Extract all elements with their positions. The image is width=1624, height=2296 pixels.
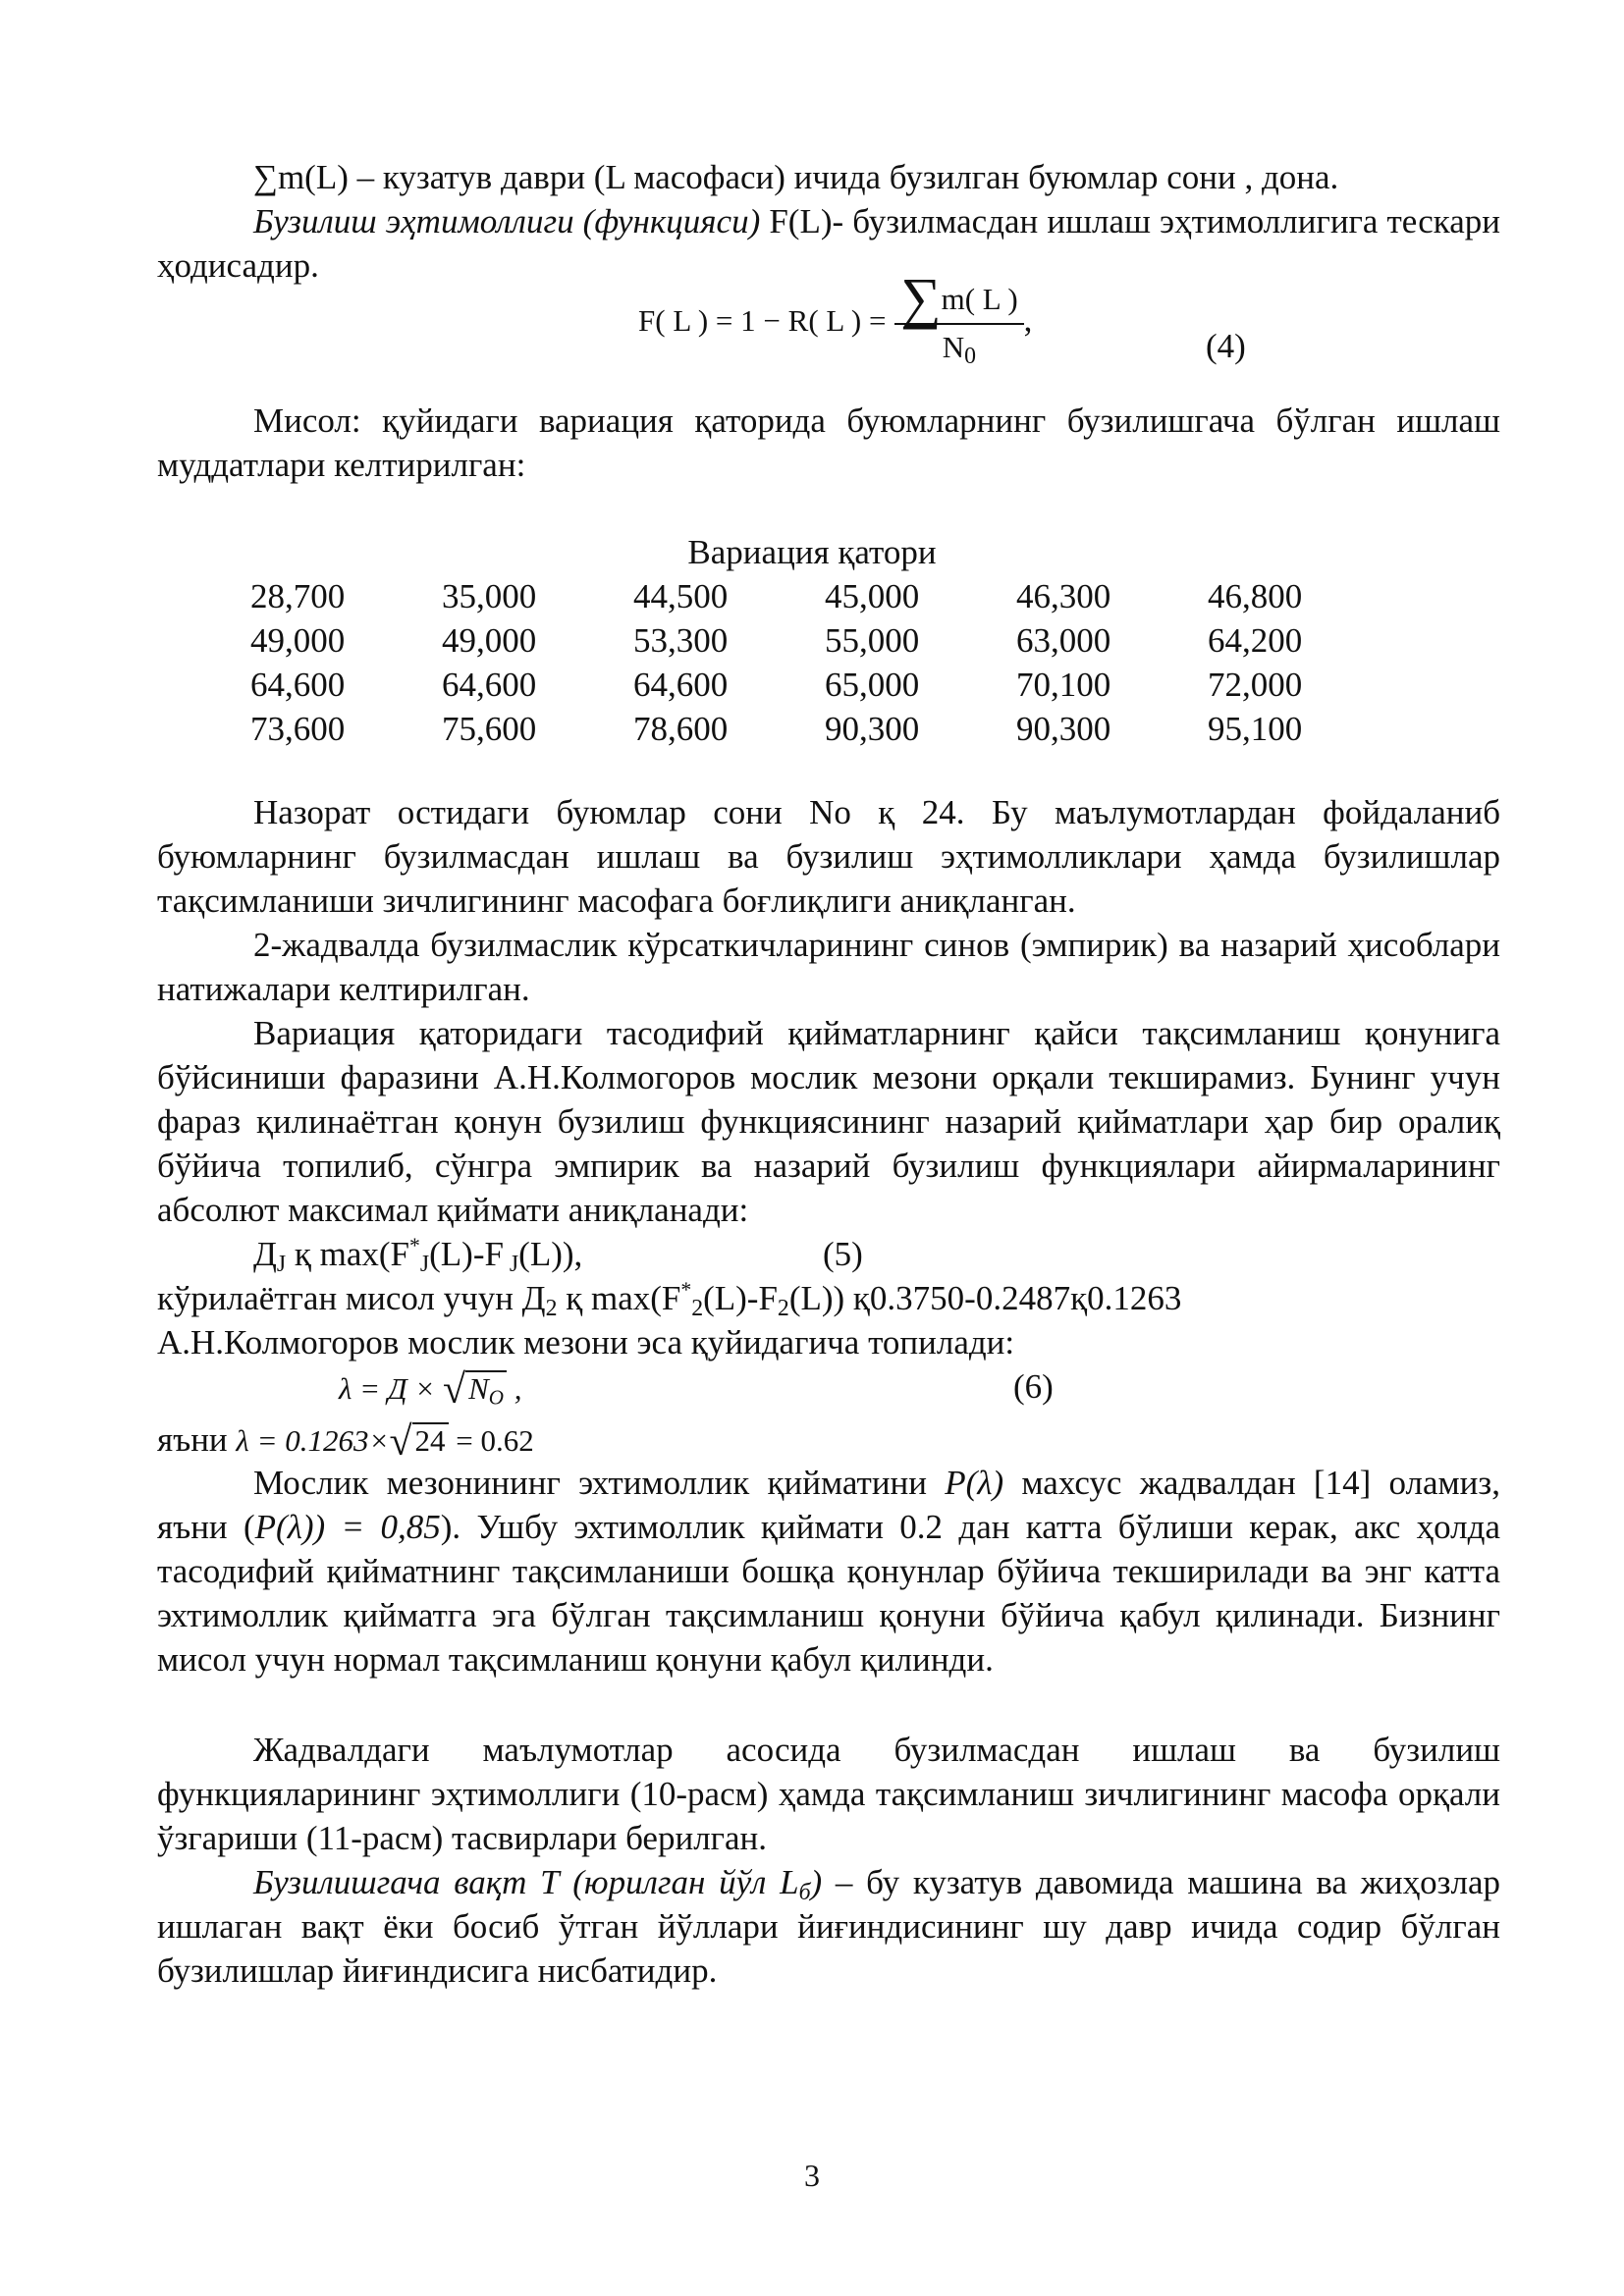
table-cell: 46,300 — [1016, 577, 1111, 615]
example-calculation-line: кўрилаётган мисол учун $Д_2$ қ $\max(F^*_2(L)-F_2(L))$ қ0.3750-0.2487қ0.1263 — [157, 1277, 1182, 1321]
table-cell: 45,000 — [825, 577, 920, 615]
table-cell: 78,600 — [633, 710, 729, 748]
formula-4-fraction: $\frac{\sum m( L )}{N_0}$ — [894, 277, 1023, 369]
formula-4-number: (4) — [1206, 327, 1246, 365]
table-cell: 90,300 — [1016, 710, 1111, 748]
table-cell: 90,300 — [825, 710, 920, 748]
table-cell: 95,100 — [1208, 710, 1303, 748]
table-cell: 64,600 — [250, 666, 346, 704]
table-cell: 64,600 — [633, 666, 729, 704]
sum-definition-line: ∑m(L) – кузатув даври (L масофаси) ичида бузилган буюмлар сони , дона. — [253, 158, 1339, 196]
table-cell: 46,800 — [1208, 577, 1303, 615]
table-row — [0, 618, 1624, 663]
table-cell: 44,500 — [633, 577, 729, 615]
lambda-calculation-line: яъни λ = 0.1263×√24 = 0.62 — [157, 1419, 534, 1465]
page-number: 3 — [804, 2158, 820, 2193]
table-cell: 73,600 — [250, 710, 346, 748]
formula-4: F( L ) = 1 − R( L ) = $\frac{\sum m( L )}{N_0}$ , — [638, 266, 1033, 369]
table-cell: 53,300 — [633, 621, 729, 660]
table-cell: 64,600 — [442, 666, 537, 704]
table-cell: 75,600 — [442, 710, 537, 748]
example-intro-paragraph: Мисол: қуйидаги вариация қаторида буюмларнинг бузилишгача бўлган ишлаш муддатлари келтирилган: — [157, 401, 1500, 484]
table-cell: 64,200 — [1208, 621, 1303, 660]
table-row — [0, 574, 1624, 618]
formula-6: $\lambda = Д \times √N_O$ , — [339, 1367, 522, 1413]
table-cell: 35,000 — [442, 577, 537, 615]
table-cell: 72,000 — [1208, 666, 1303, 704]
table-cell: 28,700 — [250, 577, 346, 615]
table-cell: 49,000 — [250, 621, 346, 660]
kolmogorov-paragraph: Вариация қаторидаги тасодифий қийматларнинг қайси тақсимланиш қонунига бўйсиниши фаразини А.Н.Колмогоров мослик мезони орқали текширамиз. Бунинг учун фараз қилинаётган қонун бузилиш функциясининг назарий қийматлари ҳар бир оралиқ бўйича топилиб, сўнгра эмпирик ва назарий бузилиш функциялари айирмаларининг абсолют максимал қиймати аниқланади: — [157, 1014, 1500, 1229]
formula-5: $Д_J$ қ $\max(F^*_J(L)-F$ $_J$(L)), — [253, 1233, 583, 1277]
control-items-paragraph: Назорат остидаги буюмлар сони No қ 24. Бу маълумотлардан фойдаланиб буюмларнинг бузилмасдан ишлаш ва бузилиш эҳтимолликлари ҳамда бузилишлар тақсимланиши зичлигининг масофага боғлиқлиги аниқланган. — [157, 793, 1500, 920]
time-to-failure-paragraph: Бузилишгача вақт Т (юрилган йўл $L_б$) – бу кузатув давомида машина ва жиҳозлар ишлаган вақт ёки босиб ўтган йўллари йиғиндисининг шу давр ичида содир бўлган бузилишлар йиғиндисига нисбатидир. — [157, 1863, 1500, 1990]
table-cell: 55,000 — [825, 621, 920, 660]
table-cell: 49,000 — [442, 621, 537, 660]
table-row — [0, 663, 1624, 707]
criterion-probability-paragraph: Мослик мезонининг эхтимоллик қийматини P(λ) махсус жадвалдан [14] оламиз, яъни (P(λ)) = 0,85). Ушбу эхтимоллик қиймати 0.2 дан катта бўлиши керак, акс ҳолда тасодифий қийматнинг тақсимланиши бошқа қонунлар бўйича текширилади ва энг катта эхтимоллик қийматга эга бўлган тақсимланиш қонуни бўйича қабул қилинади. Бизнинг мисол учун нормал тақсимланиш қонуни қабул қилинди. — [157, 1464, 1500, 1679]
formula-6-number: (6) — [1013, 1367, 1054, 1406]
failure-probability-paragraph: Бузилиш эҳтимоллиги (функцияси) F(L)- бузилмасдан ишлаш эҳтимоллигига тескари ҳодисадир. — [157, 202, 1500, 285]
table-cell: 70,100 — [1016, 666, 1111, 704]
table-2-paragraph: 2-жадвалда бузилмаслик кўрсаткичларининг синов (эмпирик) ва назарий ҳисоблари натижалари келтирилган. — [157, 926, 1500, 1008]
table-cell: 65,000 — [825, 666, 920, 704]
table-cell: 63,000 — [1016, 621, 1111, 660]
formula-5-number: (5) — [823, 1235, 863, 1273]
table-row — [0, 707, 1624, 751]
variation-table-title: Вариация қатори — [687, 533, 937, 571]
figures-paragraph: Жадвалдаги маълумотлар асосида бузилмасдан ишлаш ва бузилиш функцияларининг эҳтимоллиги (10-расм) ҳамда тақсимланиш зичлигининг масофа орқали ўзгариши (11-расм) тасвирлари берилган. — [157, 1731, 1500, 1857]
kolmogorov-found-line: А.Н.Колмогоров мослик мезони эса қуйидагича топилади: — [157, 1323, 1015, 1362]
